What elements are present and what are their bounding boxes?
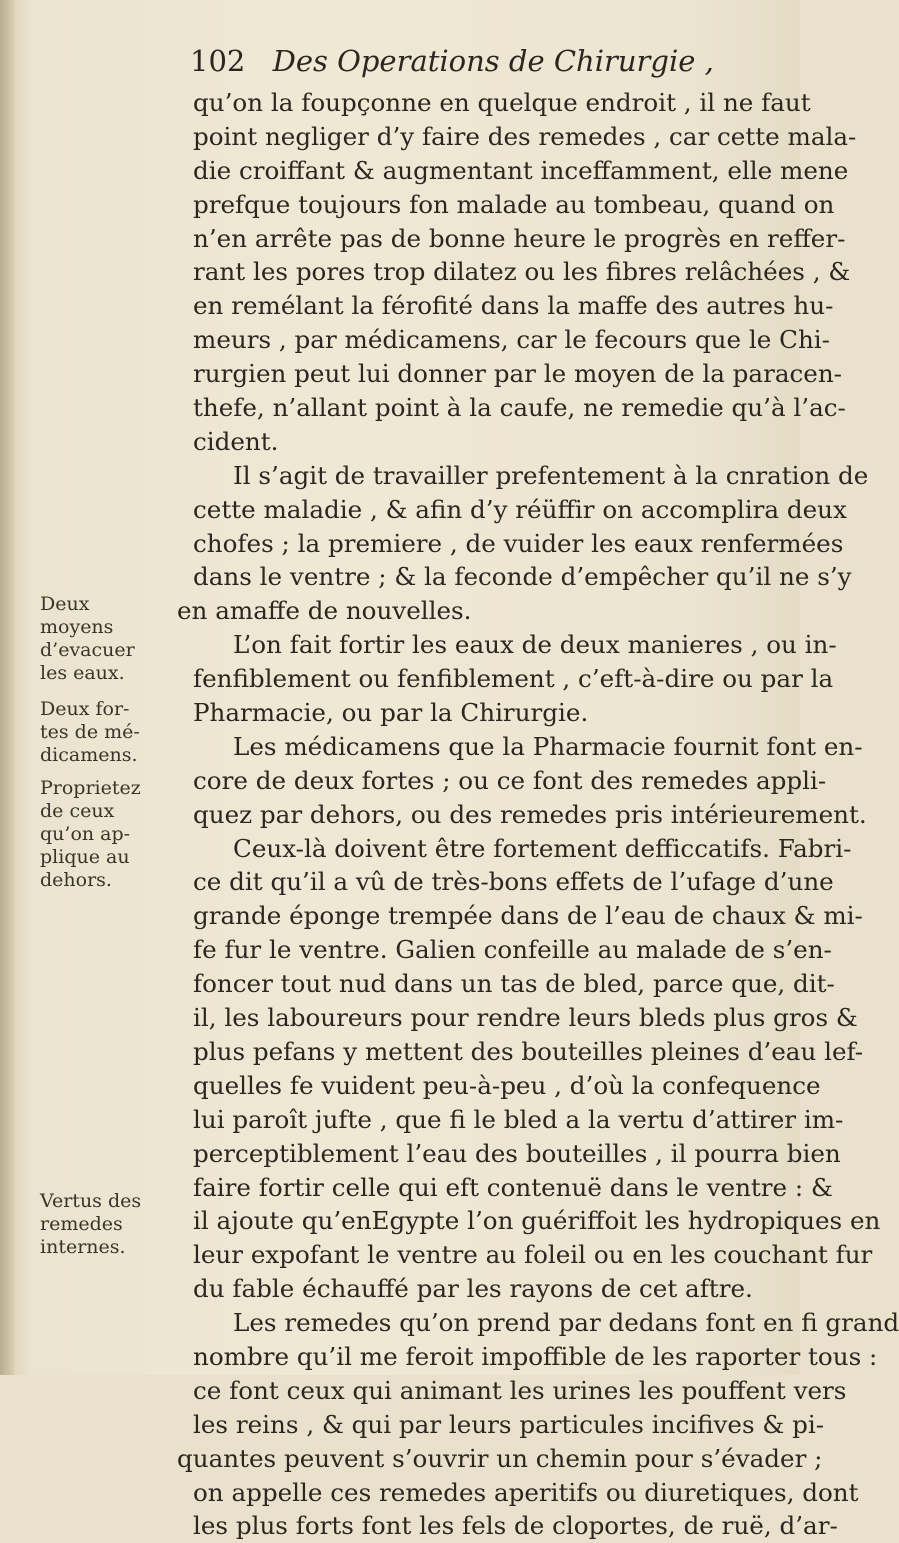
marginal-note-line: remedes — [40, 1213, 123, 1235]
text-line: rant les pores trop dilatez ou les fibres relâchées , & — [193, 257, 851, 287]
text-line: meurs , par médicamens, car le fecours que le Chi- — [193, 325, 830, 355]
text-line: dans le ventre ; & la feconde d’empêcher qu’il ne s’y — [193, 562, 852, 592]
text-line: leur expofant le ventre au foleil ou en les couchant fur — [193, 1240, 873, 1270]
text-line: quez par dehors, ou des remedes pris intérieurement. — [193, 799, 867, 829]
text-line: Il s’agit de travailler prefentement à la cnration de — [233, 460, 869, 490]
running-title: Des Operations de Chirurgie , — [272, 44, 714, 78]
text-line: n’en arrête pas de bonne heure le progrès en reffer- — [193, 223, 846, 253]
text-line: ce font ceux qui animant les urines les pouffent vers — [193, 1375, 847, 1405]
marginal-note-line: plique au — [40, 846, 130, 868]
running-header — [190, 44, 750, 78]
text-line: il ajoute qu’enEgypte l’on guériffoit les hydropiques en — [193, 1206, 881, 1236]
marginal-note-line: internes. — [40, 1236, 126, 1258]
text-line: thefe, n’allant point à la caufe, ne remedie qu’à l’ac- — [193, 393, 846, 423]
text-line: qu’on la foupçonne en quelque endroit , il ne faut — [193, 88, 811, 117]
text-line: die croiffant & augmentant inceffamment, elle mene — [193, 155, 849, 185]
marginal-note-external-properties — [40, 777, 190, 892]
text-line: ce dit qu’il a vû de très-bons effets de l’ufage d’une — [193, 867, 834, 897]
page-number: 102 — [190, 44, 246, 78]
marginal-note-line: moyens — [40, 616, 114, 638]
page-edge — [0, 0, 14, 1375]
text-line: nombre qu’il me feroit impoffible de les raporter tous : — [193, 1341, 878, 1371]
text-line: il, les laboureurs pour rendre leurs bleds plus gros & — [193, 1003, 858, 1033]
marginal-note-internal-virtues — [40, 1190, 190, 1259]
text-line: quelles fe vuident peu-à-peu , d’où la confequence — [193, 1070, 821, 1100]
marginal-note-line: Deux — [40, 593, 90, 615]
text-line: plus pefans y mettent des bouteilles pleines d’eau lef- — [193, 1036, 864, 1066]
marginal-note-line: qu’on ap- — [40, 823, 131, 845]
text-line: cette maladie , & afin d’y réüffir on accomplira deux — [193, 494, 847, 524]
marginal-note-line: Vertus des — [40, 1190, 142, 1212]
text-line: lui paroît jufte , que fi le bled a la vertu d’attirer im- — [193, 1104, 844, 1134]
body-text — [177, 86, 899, 1543]
marginal-note-line: de ceux — [40, 800, 115, 822]
text-line: L’on fait fortir les eaux de deux manieres , ou in- — [233, 630, 837, 660]
text-line: on appelle ces remedes aperitifs ou diuretiques, dont — [193, 1477, 859, 1507]
text-line: fenfiblement ou fenfiblement , c’eft-à-dire ou par la — [193, 664, 834, 694]
marginal-note-line: Proprietez — [40, 777, 141, 799]
text-line: Les médicamens que la Pharmacie fournit font en- — [233, 731, 863, 761]
marginal-note-two-means — [40, 593, 190, 685]
text-line: Les remedes qu’on prend par dedans font en fi grand — [233, 1308, 899, 1338]
marginal-note-two-medicines — [40, 698, 190, 767]
text-line: foncer tout nud dans un tas de bled, parce que, dit- — [193, 969, 835, 999]
text-line: en remélant la férofité dans la maffe des autres hu- — [193, 291, 834, 321]
text-line: rurgien peut lui donner par le moyen de la paracen- — [193, 359, 842, 389]
text-line: les reins , & qui par leurs particules incifives & pi- — [193, 1409, 825, 1439]
text-line: en amaffe de nouvelles. — [177, 596, 472, 626]
text-line: perceptiblement l’eau des bouteilles , il pourra bien — [193, 1138, 841, 1168]
marginal-note-line: dicamens. — [40, 744, 138, 766]
text-line: du fable échauffé par les rayons de cet aftre. — [193, 1274, 753, 1304]
text-line: Ceux-là doivent être fortement defficcatifs. Fabri- — [233, 833, 852, 863]
text-line: point negliger d’y faire des remedes , car cette mala- — [193, 121, 857, 151]
text-line: faire fortir celle qui eft contenuë dans le ventre : & — [193, 1172, 833, 1202]
marginal-note-line: dehors. — [40, 869, 112, 891]
text-line: prefque toujours fon malade au tombeau, quand on — [193, 189, 835, 219]
marginal-note-line: d’evacuer — [40, 639, 135, 661]
text-line: quantes peuvent s’ouvrir un chemin pour s’évader ; — [177, 1443, 823, 1473]
text-line: chofes ; la premiere , de vuider les eaux renfermées — [193, 528, 844, 558]
marginal-note-line: tes de mé- — [40, 721, 140, 743]
text-line: les plus forts font les fels de cloportes, de ruë, d’ar- — [193, 1511, 838, 1541]
marginal-note-line: les eaux. — [40, 662, 125, 684]
text-line: Pharmacie, ou par la Chirurgie. — [193, 698, 589, 728]
text-line: cident. — [193, 426, 279, 456]
text-line: core de deux fortes ; ou ce font des remedes appli- — [193, 765, 827, 795]
text-line: grande éponge trempée dans de l’eau de chaux & mi- — [193, 901, 863, 931]
marginal-note-line: Deux for- — [40, 698, 130, 720]
text-line: fe fur le ventre. Galien confeille au malade de s’en- — [193, 935, 832, 965]
